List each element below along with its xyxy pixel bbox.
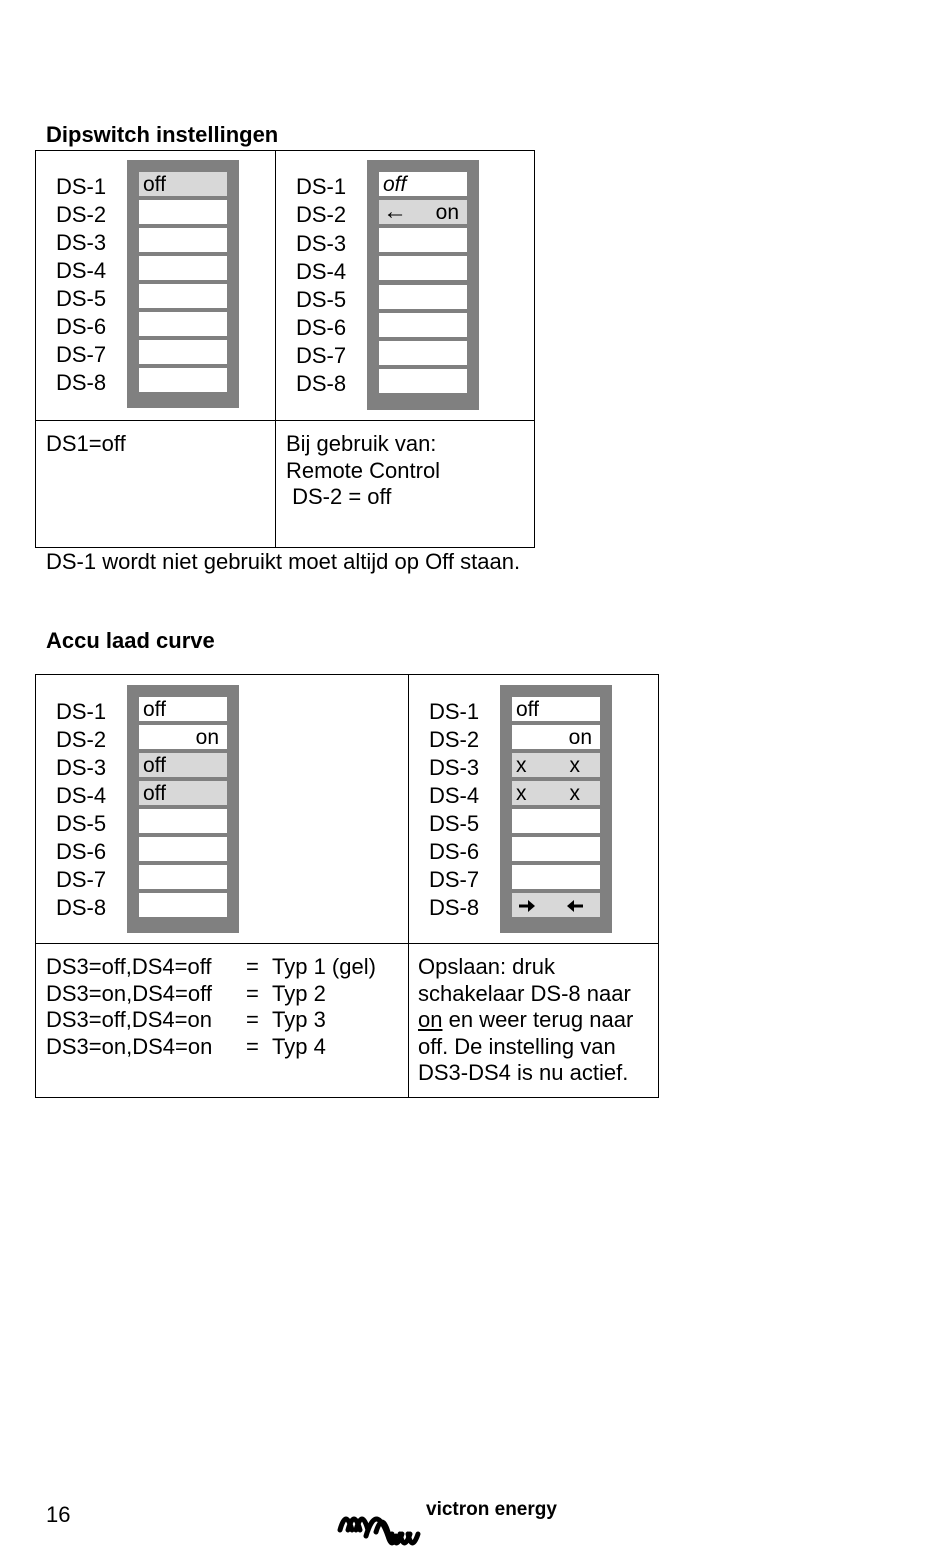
switch-slot-ds6 [512, 837, 600, 863]
ds-label: DS-2 [429, 727, 480, 752]
type-combo: DS3=on,DS4=off [46, 981, 212, 1006]
section-heading-accu: Accu laad curve [46, 628, 215, 653]
switch-slot-ds8 [139, 368, 227, 394]
switch-slot-ds7 [139, 340, 227, 366]
dipswitch-block [500, 685, 612, 933]
ds-label: DS-4 [429, 783, 480, 808]
switch-state: on [568, 726, 592, 749]
switch-slot-ds7 [139, 865, 227, 891]
switch-state: on [195, 726, 219, 749]
type-eq: = [246, 1007, 259, 1032]
victron-logo-icon [336, 1500, 422, 1556]
type-eq: = [246, 1034, 259, 1059]
right-note-line1: Bij gebruik van: [286, 431, 437, 456]
switch-slot-ds2 [512, 725, 600, 751]
switch-slot-ds4 [512, 781, 600, 807]
ds-label: DS-1 [56, 174, 107, 199]
switch-slot-ds3 [139, 753, 227, 779]
type-value: Typ 3 [272, 1007, 326, 1032]
ds-label: DS-3 [56, 230, 107, 255]
save-note-rest: en weer terug naar [442, 1007, 634, 1032]
switch-slot-ds5 [139, 809, 227, 835]
ds-label: DS-4 [56, 783, 107, 808]
switch-slot-ds5 [512, 809, 600, 835]
ds-label: DS-5 [296, 287, 347, 312]
ds-label: DS-2 [56, 727, 107, 752]
arrow-left-icon [566, 899, 584, 913]
switch-slot-ds1 [139, 172, 227, 198]
switch-state: x [569, 754, 580, 777]
switch-slot-ds8 [512, 893, 600, 919]
right-note-line2: Remote Control [286, 458, 441, 483]
switch-slot-ds7 [512, 865, 600, 891]
switch-state: x [516, 754, 527, 777]
dipswitch-block [367, 160, 479, 410]
switch-slot-ds5 [139, 284, 227, 310]
switch-state: off [143, 754, 166, 777]
table-divider [35, 943, 659, 944]
ds-label: DS-7 [296, 343, 347, 368]
right-note-line3: DS-2 = off [286, 484, 392, 509]
type-value: Typ 2 [272, 981, 326, 1006]
switch-slot-ds4 [139, 781, 227, 807]
ds-label: DS-3 [429, 755, 480, 780]
switch-slot-ds6 [139, 837, 227, 863]
switch-slot-ds3 [139, 228, 227, 254]
type-combo: DS3=off,DS4=off [46, 954, 212, 979]
type-value: Typ 4 [272, 1034, 326, 1059]
switch-state: x [569, 782, 580, 805]
save-note-line [418, 1007, 633, 1034]
type-combo: DS3=off,DS4=on [46, 1007, 212, 1032]
ds-label: DS-1 [56, 699, 107, 724]
ds-label: DS-5 [56, 811, 107, 836]
table-divider [35, 420, 535, 421]
ds-label: DS-4 [296, 259, 347, 284]
ds-label: DS-5 [56, 286, 107, 311]
switch-slot-ds2 [379, 200, 467, 226]
switch-state: off [516, 698, 539, 721]
ds-label: DS-6 [429, 839, 480, 864]
switch-slot-ds6 [379, 313, 467, 339]
dipswitch-block [127, 160, 239, 408]
ds-label: DS-8 [429, 895, 480, 920]
switch-slot-ds2 [139, 200, 227, 226]
switch-slot-ds3 [379, 228, 467, 254]
type-eq: = [246, 981, 259, 1006]
page-number: 16 [46, 1502, 71, 1527]
ds-label: DS-8 [56, 895, 107, 920]
table-divider [275, 150, 276, 548]
table-divider [408, 674, 409, 1098]
switch-slot-ds1 [512, 697, 600, 723]
switch-slot-ds7 [379, 341, 467, 367]
switch-slot-ds8 [379, 369, 467, 395]
ds-label: DS-8 [56, 370, 107, 395]
ds-label: DS-7 [56, 342, 107, 367]
ds-label: DS-3 [56, 755, 107, 780]
switch-slot-ds1 [379, 172, 467, 198]
save-note-line: DS3-DS4 is nu actief. [418, 1060, 629, 1085]
switch-state: on [435, 201, 459, 224]
ds-label: DS-2 [56, 202, 107, 227]
switch-slot-ds6 [139, 312, 227, 338]
switch-state: off [143, 173, 166, 196]
switch-slot-ds4 [379, 256, 467, 282]
switch-slot-ds2 [139, 725, 227, 751]
ds-label: DS-3 [296, 231, 347, 256]
ds-label: DS-6 [56, 314, 107, 339]
footer-note: DS-1 wordt niet gebruikt moet altijd op Off staan. [46, 549, 521, 574]
ds-label: DS-7 [56, 867, 107, 892]
left-note: DS1=off [46, 431, 126, 456]
switch-state: off [143, 698, 166, 721]
ds-label: DS-6 [56, 839, 107, 864]
ds-label: DS-2 [296, 202, 347, 227]
switch-slot-ds3 [512, 753, 600, 779]
save-note-line: off. De instelling van [418, 1034, 616, 1059]
ds-label: DS-1 [429, 699, 480, 724]
switch-state: off [383, 173, 407, 196]
brand-name: victron energy [426, 1499, 557, 1520]
switch-state: x [516, 782, 527, 805]
ds-label: DS-1 [296, 174, 347, 199]
save-note-line: Opslaan: druk [418, 954, 555, 979]
ds-label: DS-7 [429, 867, 480, 892]
type-combo: DS3=on,DS4=on [46, 1034, 213, 1059]
ds-label: DS-8 [296, 371, 347, 396]
arrow-right-icon [518, 899, 536, 913]
ds-label: DS-4 [56, 258, 107, 283]
switch-slot-ds5 [379, 285, 467, 311]
save-note-on: on [418, 1007, 443, 1032]
type-eq: = [246, 954, 259, 979]
ds-label: DS-5 [429, 811, 480, 836]
switch-state: off [143, 782, 166, 805]
ds-label: DS-6 [296, 315, 347, 340]
dipswitch-block [127, 685, 239, 933]
save-note-line: schakelaar DS-8 naar [418, 981, 631, 1006]
type-value: Typ 1 (gel) [272, 954, 376, 979]
switch-slot-ds4 [139, 256, 227, 282]
section-heading-dipswitch: Dipswitch instellingen [46, 122, 279, 147]
arrow-left-icon: ← [383, 198, 407, 225]
switch-slot-ds1 [139, 697, 227, 723]
switch-slot-ds8 [139, 893, 227, 919]
